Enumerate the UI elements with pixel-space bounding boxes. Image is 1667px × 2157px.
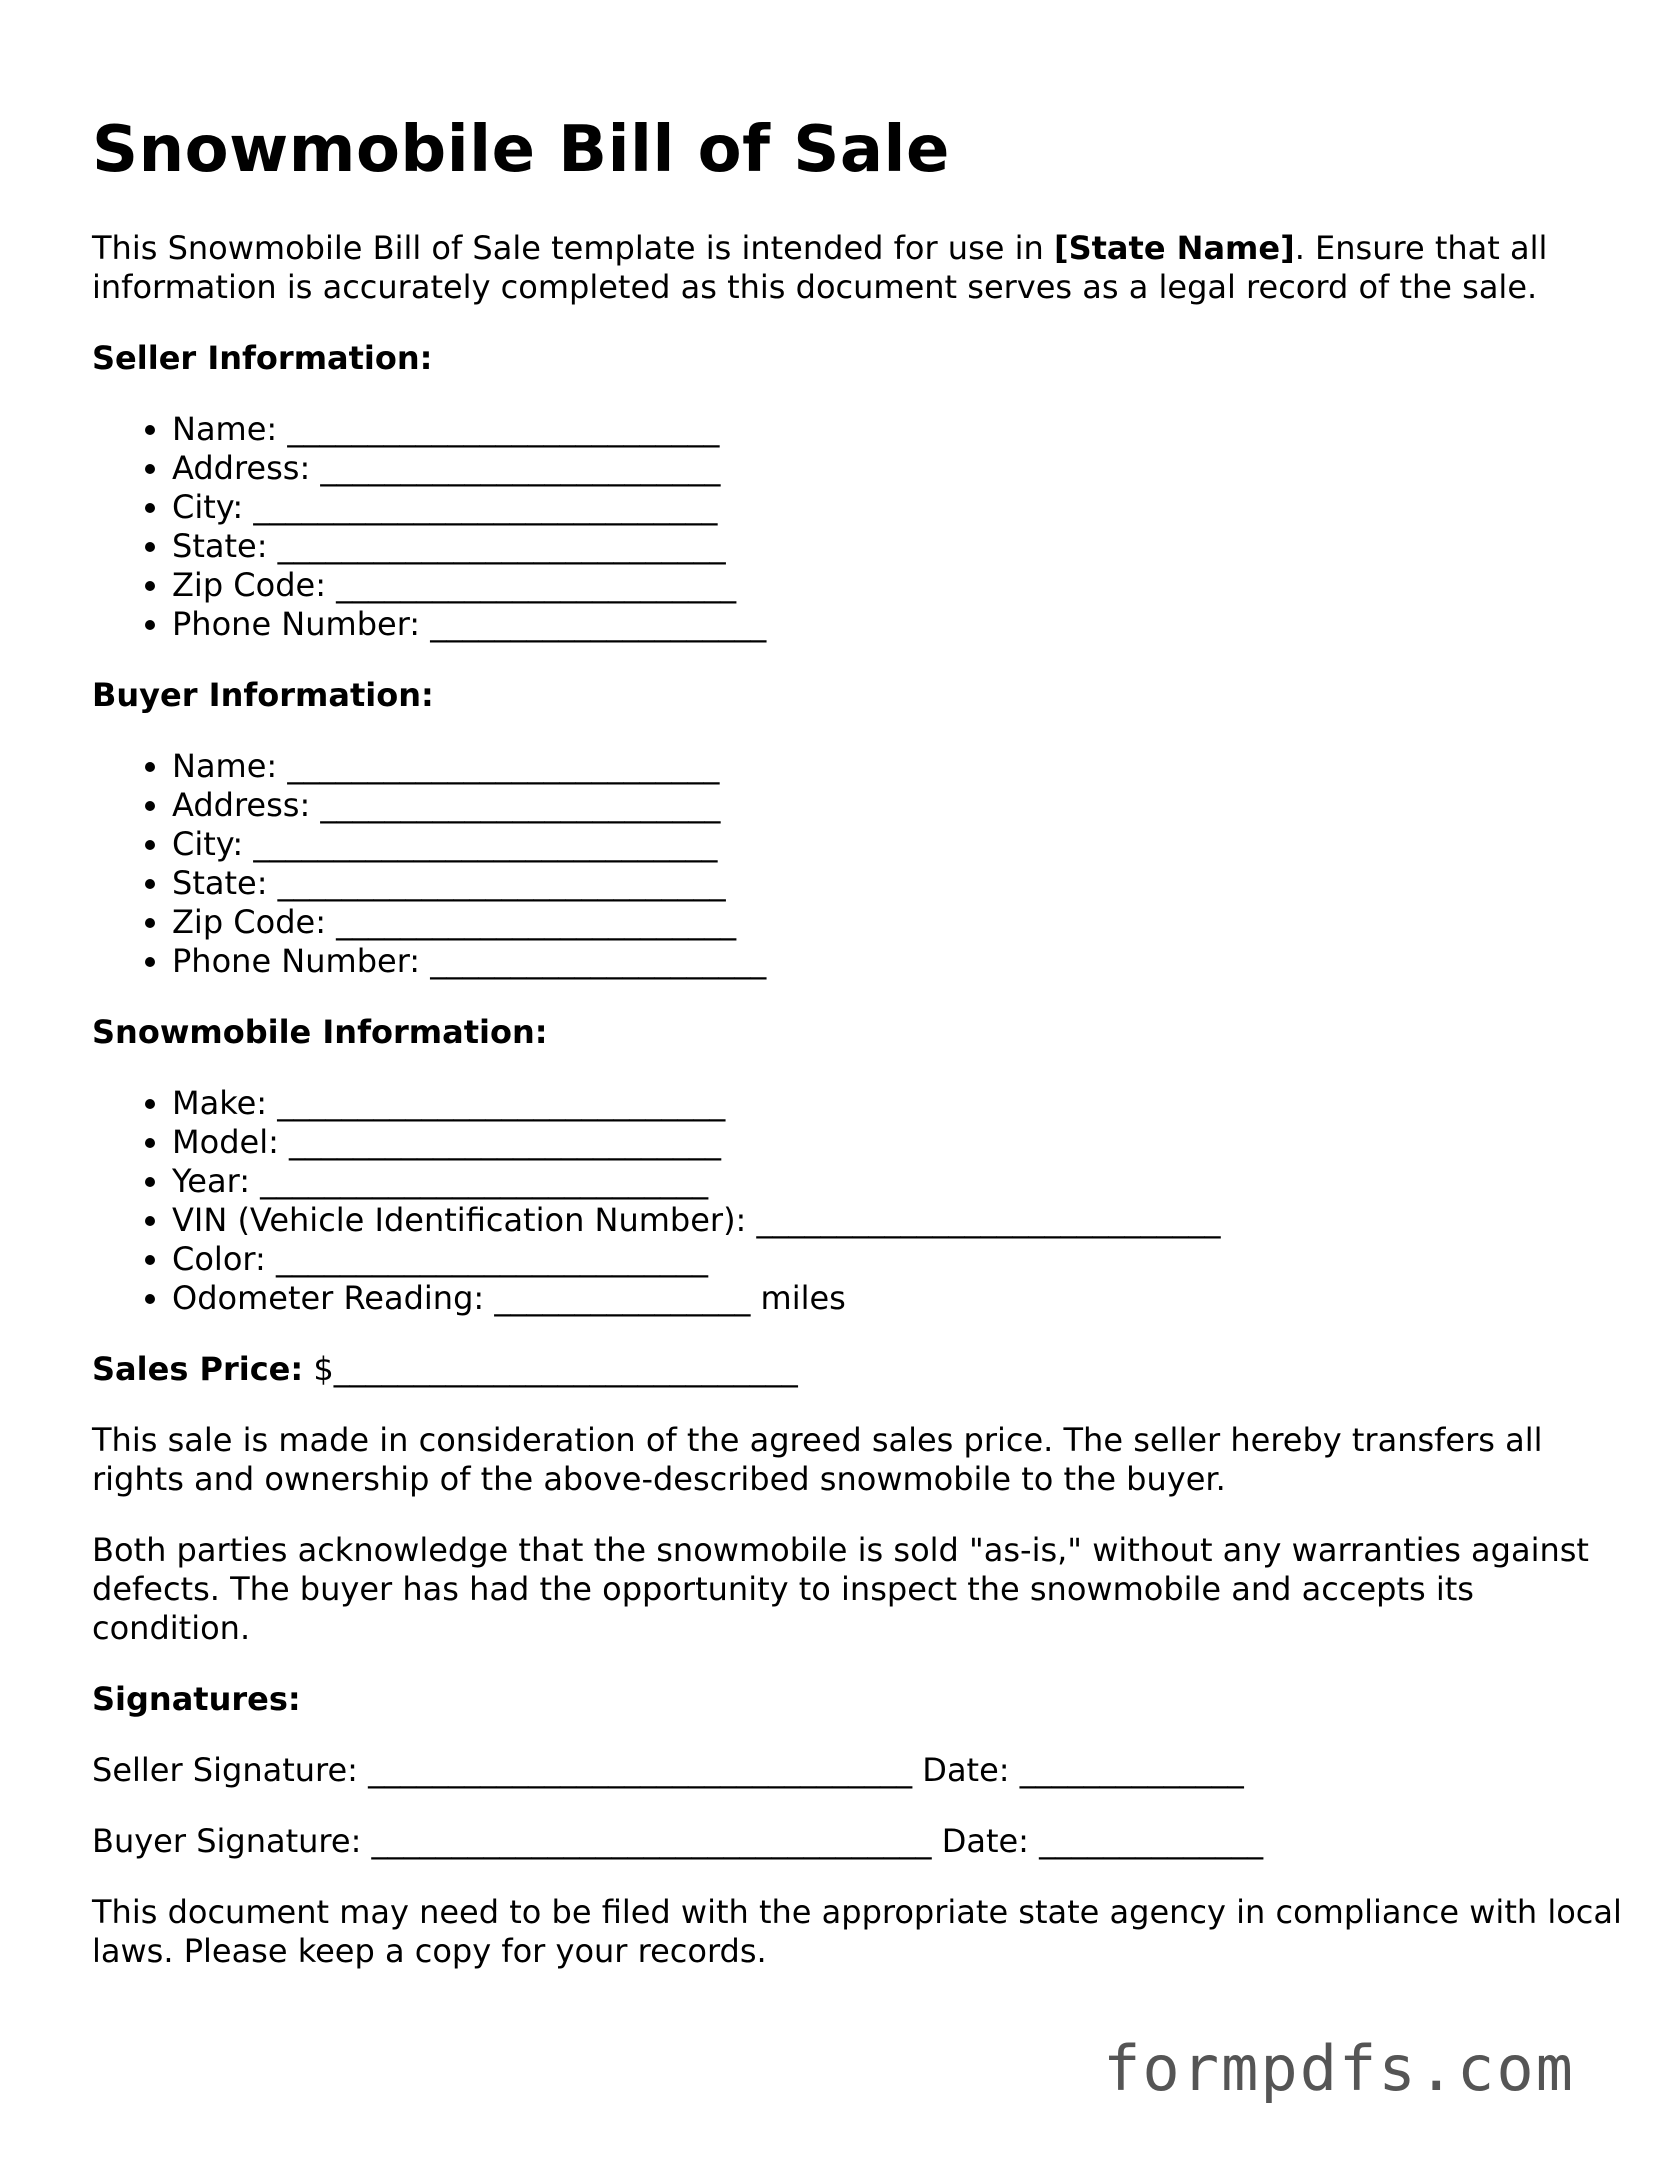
field-label: Address: xyxy=(172,448,311,487)
field-label: Model: xyxy=(172,1122,279,1161)
fill-in-blank: _____________________ xyxy=(430,941,767,980)
document-page xyxy=(92,112,1622,2003)
odometer-unit: miles xyxy=(760,1278,846,1317)
seller-state-field xyxy=(172,527,1622,566)
watermark: formpdfs.com xyxy=(1103,2032,1575,2105)
fill-in-blank: ___________________________ xyxy=(287,409,720,448)
seller-signature-line: Seller Signature: __________________________________ Date: ______________ xyxy=(92,1750,1244,1789)
buyer-phone-field xyxy=(172,942,1622,981)
seller-zip-field xyxy=(172,566,1622,605)
snowmobile-heading: Snowmobile Information: xyxy=(92,1012,548,1051)
field-label: Color: xyxy=(172,1239,266,1278)
fill-in-blank: _____________________ xyxy=(430,604,767,643)
field-label: Address: xyxy=(172,785,311,824)
signatures-heading: Signatures: xyxy=(92,1679,301,1718)
fill-in-blank: ________________ xyxy=(494,1278,751,1317)
fill-in-blank: ____________________________ xyxy=(277,1083,726,1122)
field-label: Phone Number: xyxy=(172,604,421,643)
fill-in-blank: ___________________________ xyxy=(275,1239,708,1278)
buyer-state-field xyxy=(172,864,1622,903)
sales-price-blank: $_____________________________ xyxy=(313,1349,798,1388)
transfer-paragraph: This sale is made in consideration of the agreed sales price. The seller hereby transfers all rights and ownership of the above-described snowmobile to the buyer. xyxy=(92,1420,1543,1498)
state-name-placeholder: [State Name] xyxy=(1053,228,1295,267)
seller-name-field xyxy=(172,410,1622,449)
snowmobile-color-field xyxy=(172,1240,1622,1279)
fill-in-blank: ____________________________ xyxy=(260,1161,709,1200)
buyer-name-field xyxy=(172,747,1622,786)
field-label: State: xyxy=(172,526,268,565)
field-label: City: xyxy=(172,824,244,863)
buyer-field-list xyxy=(92,747,1622,981)
snowmobile-odometer-field xyxy=(172,1279,1622,1318)
intro-text-after: . Ensure that all information is accurately completed as this document serves as a legal record of the sale. xyxy=(92,228,1548,306)
buyer-zip-field xyxy=(172,903,1622,942)
field-label: VIN (Vehicle Identification Number): xyxy=(172,1200,747,1239)
fill-in-blank: ___________________________ xyxy=(287,746,720,785)
fill-in-blank: _________________________ xyxy=(320,448,721,487)
field-label: Year: xyxy=(172,1161,250,1200)
seller-city-field xyxy=(172,488,1622,527)
field-label: Zip Code: xyxy=(172,565,326,604)
buyer-heading: Buyer Information: xyxy=(92,675,434,714)
document-title: Snowmobile Bill of Sale xyxy=(92,113,950,187)
snowmobile-model-field xyxy=(172,1123,1622,1162)
buyer-signature-line: Buyer Signature: ___________________________________ Date: ______________ xyxy=(92,1821,1264,1860)
filing-note: This document may need to be filed with the appropriate state agency in compliance with local laws. Please keep a copy for your records. xyxy=(92,1892,1622,1970)
field-label: Name: xyxy=(172,409,278,448)
intro-paragraph xyxy=(92,229,1622,307)
seller-address-field xyxy=(172,449,1622,488)
buyer-address-field xyxy=(172,786,1622,825)
sales-price-line xyxy=(92,1350,1622,1389)
fill-in-blank: ___________________________ xyxy=(289,1122,722,1161)
snowmobile-field-list xyxy=(92,1084,1622,1318)
fill-in-blank: _____________________________ xyxy=(253,487,718,526)
intro-text-before: This Snowmobile Bill of Sale template is intended for use in xyxy=(92,228,1054,267)
buyer-city-field xyxy=(172,825,1622,864)
snowmobile-make-field xyxy=(172,1084,1622,1123)
seller-field-list xyxy=(92,410,1622,644)
seller-phone-field xyxy=(172,605,1622,644)
seller-heading: Seller Information: xyxy=(92,338,433,377)
as-is-paragraph: Both parties acknowledge that the snowmobile is sold "as-is," without any warranties against defects. The buyer has had the opportunity to inspect the snowmobile and accepts its condition. xyxy=(92,1530,1589,1647)
field-label: Phone Number: xyxy=(172,941,421,980)
fill-in-blank: ____________________________ xyxy=(277,863,726,902)
snowmobile-vin-field xyxy=(172,1201,1622,1240)
sales-price-label: Sales Price: xyxy=(92,1349,304,1388)
field-label: State: xyxy=(172,863,268,902)
field-label: Name: xyxy=(172,746,278,785)
fill-in-blank: _________________________ xyxy=(320,785,721,824)
field-label: Zip Code: xyxy=(172,902,326,941)
fill-in-blank: ____________________________ xyxy=(277,526,726,565)
fill-in-blank: _____________________________ xyxy=(756,1200,1221,1239)
fill-in-blank: _________________________ xyxy=(336,902,737,941)
fill-in-blank: _____________________________ xyxy=(253,824,718,863)
field-label: Make: xyxy=(172,1083,268,1122)
snowmobile-year-field xyxy=(172,1162,1622,1201)
field-label: City: xyxy=(172,487,244,526)
fill-in-blank: _________________________ xyxy=(336,565,737,604)
field-label: Odometer Reading: xyxy=(172,1278,485,1317)
